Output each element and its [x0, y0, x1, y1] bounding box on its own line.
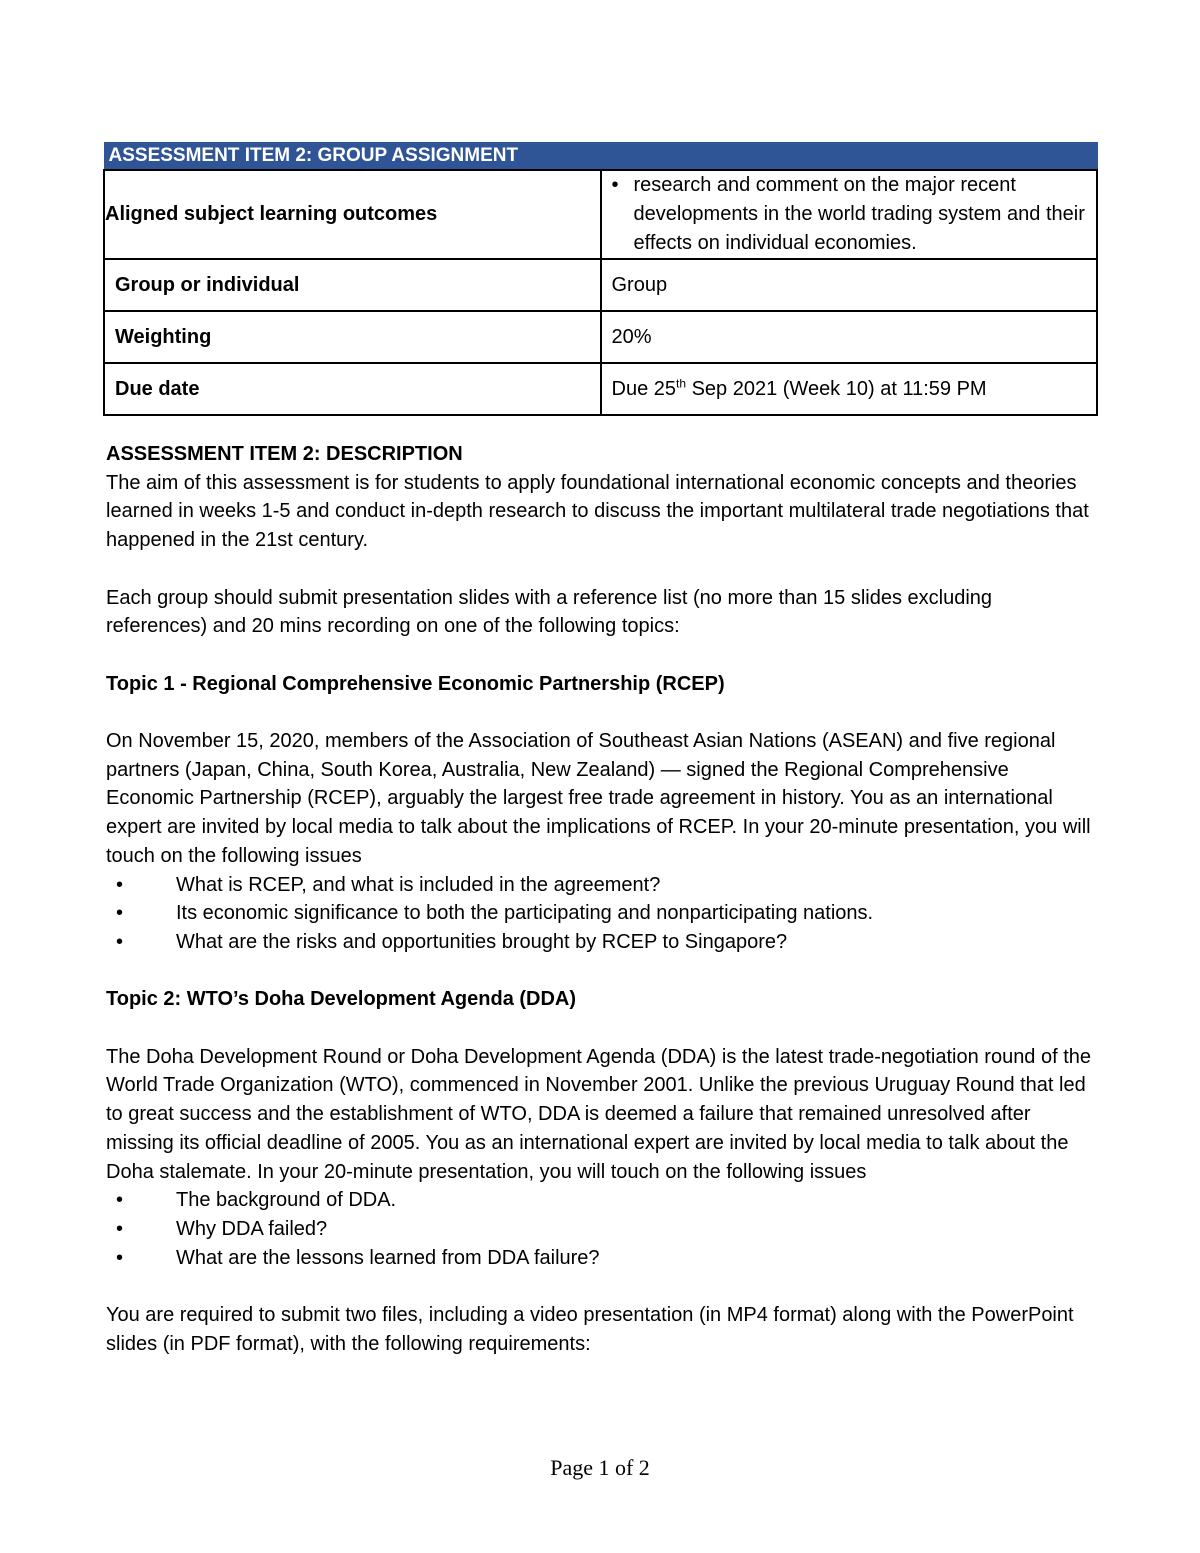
topic1-item: What are the risks and opportunities brought by RCEP to Singapore?	[176, 930, 788, 953]
topic1-item: What is RCEP, and what is included in the agreement?	[176, 873, 661, 896]
requirements-text: You are required to submit two files, including a video presentation (in MP4 format) along with the PowerPoint slides (in PDF format), with the following requirements:	[106, 1304, 1074, 1355]
weighting-value: 20%	[601, 311, 1098, 363]
outcomes-value-cell	[601, 170, 1098, 259]
topic1-item: Its economic significance to both the participating and nonparticipating nations.	[176, 902, 874, 925]
page-number: Page 1 of 2	[550, 1455, 650, 1480]
topic2-title: Topic 2: WTO’s Doha Development Agenda (DDA)	[106, 988, 577, 1011]
list-item	[106, 899, 1096, 928]
due-date-label: Due date	[104, 363, 601, 415]
topic1-title: Topic 1 - Regional Comprehensive Economic Partnership (RCEP)	[106, 672, 725, 695]
topic1-body: On November 15, 2020, members of the Association of Southeast Asian Nations (ASEAN) and five regional partners (Japan, China, South Korea, Australia, New Zealand) — signed the Regional Comprehensive Economic Partnership (RCEP), arguably the largest free trade agreement in history. You as an international expert are invited by local media to talk about the implications of RCEP. In your 20-minute presentation, you will touch on the following issues	[106, 729, 1091, 867]
bullet-icon: •	[116, 1217, 124, 1240]
group-label: Group or individual	[104, 259, 601, 311]
bullet-icon: •	[116, 930, 124, 953]
list-item	[106, 928, 1096, 957]
topic2-item: The background of DDA.	[176, 1189, 397, 1212]
description-section	[106, 440, 1096, 1358]
description-heading: ASSESSMENT ITEM 2: DESCRIPTION	[106, 443, 463, 465]
bullet-icon: •	[116, 902, 124, 925]
bullet-icon: •	[611, 174, 619, 196]
table-row	[104, 259, 1097, 311]
list-item	[106, 1244, 1096, 1273]
table-row	[104, 363, 1097, 415]
list-item	[106, 871, 1096, 900]
group-value: Group	[601, 259, 1098, 311]
due-date-pre: Due 25	[611, 377, 676, 400]
list-item	[106, 1215, 1096, 1244]
bullet-icon: •	[116, 873, 124, 896]
list-item	[106, 1186, 1096, 1215]
due-date-post: Sep 2021 (Week 10) at 11:59 PM	[686, 377, 987, 400]
description-submit: Each group should submit presentation slides with a reference list (no more than 15 slides excluding references) and 20 mins recording on one of the following topics:	[106, 586, 993, 638]
topic2-item: What are the lessons learned from DDA failure?	[176, 1246, 600, 1269]
bullet-icon: •	[116, 1246, 124, 1269]
outcomes-value: research and comment on the major recent developments in the world trading system and their effects on individual economies.	[633, 174, 1085, 254]
topic2-item: Why DDA failed?	[176, 1217, 328, 1240]
weighting-label: Weighting	[104, 311, 601, 363]
table-row	[104, 170, 1097, 259]
outcomes-label: Aligned subject learning outcomes	[104, 170, 601, 259]
assessment-table	[103, 142, 1098, 416]
table-header: ASSESSMENT ITEM 2: GROUP ASSIGNMENT	[104, 143, 1097, 171]
due-date-value	[601, 363, 1098, 415]
table-row	[104, 311, 1097, 363]
description-intro: The aim of this assessment is for students to apply foundational international economic concepts and theories learned in weeks 1-5 and conduct in-depth research to discuss the important multilateral trade negotiations that happened in the 21st century.	[106, 471, 1089, 552]
topic2-body: The Doha Development Round or Doha Development Agenda (DDA) is the latest trade-negotiation round of the World Trade Organization (WTO), commenced in November 2001. Unlike the previous Uruguay Round that led to great success and the establishment of WTO, DDA is deemed a failure that remained unresolved after missing its official deadline of 2005. You as an international expert are invited by local media to talk about the Doha stalemate. In your 20-minute presentation, you will touch on the following issues	[106, 1045, 1092, 1183]
bullet-icon: •	[116, 1189, 124, 1212]
table-header-row	[104, 143, 1097, 171]
due-date-sup: th	[676, 375, 687, 390]
